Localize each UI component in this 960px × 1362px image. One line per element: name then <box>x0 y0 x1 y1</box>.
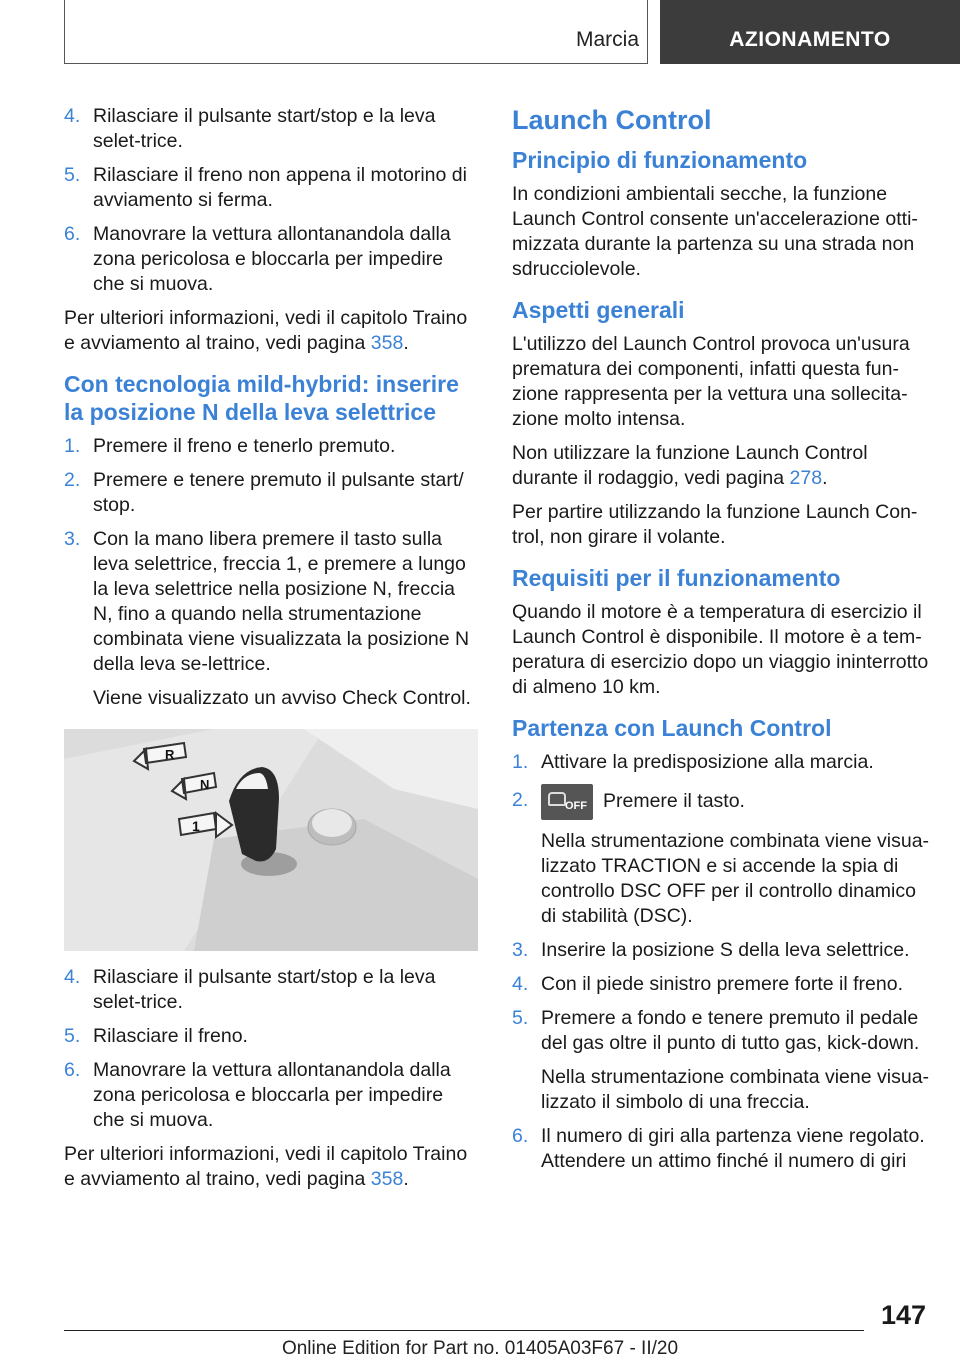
step-text: Rilasciare il freno. <box>93 1025 248 1047</box>
page-link[interactable]: 358 <box>370 1168 404 1190</box>
step-text: Il numero di giri alla partenza viene regolato. Attendere un attimo finché il numero di giri <box>541 1125 925 1172</box>
step-number: 3. <box>512 939 529 961</box>
page-link[interactable]: 358 <box>370 332 404 354</box>
footer-divider <box>64 1330 864 1331</box>
step-text: Attivare la predisposizione alla marcia. <box>541 751 874 773</box>
right-column <box>512 104 932 1183</box>
paragraph: Per partire utilizzando la funzione Launch Con‐trol, non girare il volante. <box>512 501 918 548</box>
step-number: 2. <box>512 789 529 811</box>
info-paragraph: Per ulteriori informazioni, vedi il capitolo Traino e avviamento al traino, vedi pagina 358. <box>64 307 468 354</box>
section-tab <box>64 0 648 64</box>
list-item <box>512 784 932 929</box>
step-number: 1. <box>512 751 529 773</box>
step-text: Rilasciare il freno non appena il motorino di avviamento si ferma. <box>93 164 467 211</box>
chapter-title: AZIONAMENTO <box>729 28 891 51</box>
section-heading: Requisiti per il funzionamento <box>512 565 841 591</box>
arrow-label-1: 1 <box>192 818 200 834</box>
list-item <box>64 468 478 518</box>
list-item <box>64 1058 478 1133</box>
step-number: 4. <box>512 973 529 995</box>
step-text: Premere il tasto. <box>603 790 745 813</box>
step-text: Premere e tenere premuto il pulsante start/ stop. <box>93 469 464 516</box>
dsc-off-button-icon: OFF <box>541 784 593 820</box>
chapter-tab <box>660 0 960 64</box>
list-item <box>64 222 478 297</box>
page-number: 147 <box>880 1300 926 1330</box>
list-item <box>512 1124 932 1174</box>
step-text: Premere a fondo e tenere premuto il pedale del gas oltre il punto di tutto gas, kick-down. <box>541 1007 920 1054</box>
step-text: Con il piede sinistro premere forte il freno. <box>541 973 903 995</box>
step-subtext: Viene visualizzato un avviso Check Control. <box>93 687 471 709</box>
step-text: Manovrare la vettura allontanandola dalla zona pericolosa e bloccarla per impedire che si muova. <box>93 1059 451 1131</box>
step-text: Con la mano libera premere il tasto sulla leva selettrice, freccia 1, e premere a lungo la leva selettrice nella posizione N, freccia N, fino a quando nella strumentazione combinata viene visualizzata la posizione N della leva se‐lettrice. <box>93 528 470 675</box>
step-number: 4. <box>64 105 81 127</box>
page-link[interactable]: 278 <box>789 467 823 489</box>
paragraph: In condizioni ambientali secche, la funzione Launch Control consente un'accelerazione otti‐mizzata durante la partenza su una strada non sdrucciolevole. <box>512 183 918 280</box>
edition-note: Online Edition for Part no. 01405A03F67 - II/20 <box>281 1338 679 1359</box>
list-item <box>64 104 478 154</box>
step-number: 2. <box>64 469 81 491</box>
step-subtext: Nella strumentazione combinata viene visua‐lizzato il simbolo di una freccia. <box>541 1066 930 1113</box>
list-item <box>512 972 932 997</box>
paragraph: Quando il motore è a temperatura di esercizio il Launch Control è disponibile. Il motore è a tem‐peratura di esercizio dopo un viaggio ininterrotto di almeno 10 km. <box>512 601 929 698</box>
page-title: Launch Control <box>512 105 712 135</box>
step-number: 3. <box>64 528 81 550</box>
paragraph: L'utilizzo del Launch Control provoca un'usura prematura dei componenti, infatti questa fun‐zione rappresenta per la vettura una sollecita‐zione molto intensa. <box>512 333 910 430</box>
step-text: Manovrare la vettura allontanandola dalla zona pericolosa e bloccarla per impedire che si muova. <box>93 223 451 295</box>
list-item <box>512 1006 932 1115</box>
step-number: 1. <box>64 435 81 457</box>
left-column <box>64 104 478 1201</box>
step-number: 5. <box>64 164 81 186</box>
step-text: Rilasciare il pulsante start/stop e la leva selet‐trice. <box>93 966 436 1013</box>
section-heading: Con tecnologia mild-hybrid: inserire la posizione N della leva selettrice <box>64 371 459 425</box>
section-title: Marcia <box>575 28 639 51</box>
paragraph: Non utilizzare la funzione Launch Control durante il rodaggio, vedi pagina 278. <box>512 442 868 489</box>
gear-selector-illustration <box>64 729 478 951</box>
step-text: Inserire la posizione S della leva selettrice. <box>541 939 910 961</box>
section-heading: Partenza con Launch Control <box>512 715 832 741</box>
list-item <box>64 527 478 711</box>
step-number: 4. <box>64 966 81 988</box>
list-item <box>64 965 478 1015</box>
step-number: 5. <box>512 1007 529 1029</box>
gear-selector-svg <box>64 729 478 951</box>
list-item <box>512 938 932 963</box>
list-item <box>64 163 478 213</box>
step-number: 6. <box>512 1125 529 1147</box>
step-text: Rilasciare il pulsante start/stop e la leva selet‐trice. <box>93 105 436 152</box>
section-heading: Principio di funzionamento <box>512 147 808 173</box>
step-number: 5. <box>64 1025 81 1047</box>
arrow-label-r: R <box>165 747 175 762</box>
page-header <box>0 0 960 66</box>
arrow-label-n: N <box>200 777 210 792</box>
list-item <box>512 750 932 775</box>
list-item <box>64 434 478 459</box>
info-paragraph: Per ulteriori informazioni, vedi il capitolo Traino e avviamento al traino, vedi pagina 358. <box>64 1143 468 1190</box>
list-item <box>64 1024 478 1049</box>
step-text: Premere il freno e tenerlo premuto. <box>93 435 396 457</box>
step-number: 6. <box>64 1059 81 1081</box>
step-subtext: Nella strumentazione combinata viene visua‐lizzato TRACTION e si accende la spia di controllo DSC OFF per il controllo dinamico di stabilità (DSC). <box>541 830 930 927</box>
section-heading: Aspetti generali <box>512 297 685 323</box>
step-number: 6. <box>64 223 81 245</box>
